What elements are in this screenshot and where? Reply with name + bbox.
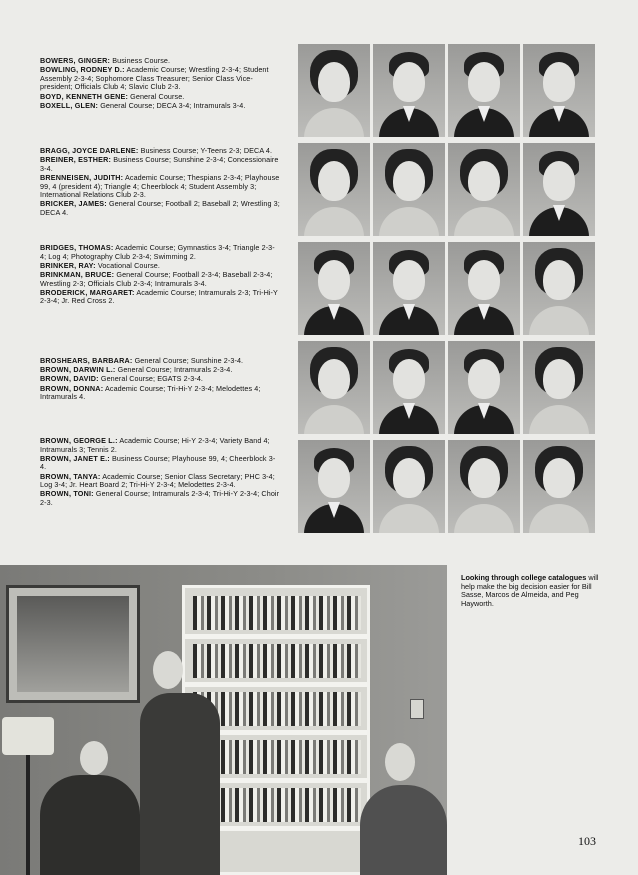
listing-entry: BRENNEISEN, JUDITH: Academic Course; Thespians 2-3-4; Playhouse 99, 4 (president 4); Triangle 4; Cheerblock 4; Student Assembly 3; International Relations Club 2-3. — [40, 172, 280, 200]
listing-entry: BOWERS, GINGER: Business Course. — [40, 56, 171, 65]
portrait-photo — [298, 242, 370, 335]
portrait-photo — [373, 143, 445, 236]
portrait-row — [298, 341, 595, 434]
portrait-photo — [448, 143, 520, 236]
page-number: 103 — [578, 834, 596, 848]
listing-entry: BROWN, GEORGE L.: Academic Course; Hi-Y 2-3-4; Variety Band 4; Intramurals 3; Tennis 2. — [40, 436, 270, 454]
listing-entry: BOYD, KENNETH GENE: General Course. — [40, 91, 185, 101]
portrait-photo — [373, 242, 445, 335]
portrait-photo — [523, 242, 595, 335]
portrait-photo — [298, 143, 370, 236]
portrait-photo — [298, 44, 370, 137]
lamp-shade — [2, 717, 54, 755]
listing-group-4 — [40, 357, 280, 402]
listing-group-2 — [40, 147, 280, 218]
wall-painting — [6, 585, 140, 703]
portrait-row — [298, 44, 595, 137]
portrait-photo — [298, 440, 370, 533]
portrait-photo — [448, 341, 520, 434]
listing-entry: BROWN, DONNA: Academic Course; Tri-Hi-Y 2-3-4; Melodettes 4; Intramurals 4. — [40, 383, 261, 402]
portrait-row — [298, 242, 595, 335]
listing-entry: BRODERICK, MARGARET: Academic Course; Intramurals 2-3; Tri-Hi-Y 2-3-4; Jr. Red Cross 2. — [40, 287, 278, 306]
listing-group-1 — [40, 57, 280, 111]
listing-group-5 — [40, 437, 280, 508]
listing-entry: BRINKMAN, BRUCE: General Course; Football 2-3-4; Baseball 2-3-4; Wrestling 2-3; Officials Club 2-3-4; Intramurals 3-4. — [40, 269, 273, 288]
listing-entry: BROWN, DARWIN L.: General Course; Intramurals 2-3-4. — [40, 365, 233, 375]
portrait-photo — [448, 242, 520, 335]
listing-entry: BRAGG, JOYCE DARLENE: Business Course; Y-Teens 2-3; DECA 4. — [40, 146, 273, 155]
portrait-photo — [523, 143, 595, 236]
portrait-photo — [448, 440, 520, 533]
portrait-row — [298, 440, 595, 533]
listing-entry: BROWN, TANYA: Academic Course; Senior Class Secretary; PHC 3-4; Log 3-4; Jr. Heart Board 2; Tri-Hi-Y 2-3-4; Melodettes 2-3-4. — [40, 471, 275, 490]
portrait-photo — [523, 341, 595, 434]
portrait-row — [298, 143, 595, 236]
seated-student — [40, 775, 140, 875]
portrait-photo — [373, 341, 445, 434]
listing-entry: BROWN, DAVID: General Course; EGATS 2-3-4. — [40, 374, 204, 384]
portrait-photo — [298, 341, 370, 434]
listing-entry: BRIDGES, THOMAS: Academic Course; Gymnastics 3-4; Triangle 2-3-4; Log 4; Photography Club 2-3-4; Swimming 2. — [40, 243, 275, 261]
listing-entry: BREINER, ESTHER: Business Course; Sunshine 2-3-4; Concessionaire 3-4. — [40, 155, 279, 173]
listing-entry: BROWN, JANET E.: Business Course; Playhouse 99, 4; Cheerblock 3-4. — [40, 453, 276, 472]
listing-entry: BRINKER, RAY: Vocational Course. — [40, 260, 160, 270]
portrait-photo — [523, 440, 595, 533]
standing-student — [140, 693, 220, 875]
candid-photo — [0, 565, 447, 875]
photo-caption: Looking through college catalogues will help make the big decision easier for Bill Sasse, Marcos de Almeida, and Peg Hayworth. — [461, 573, 599, 608]
listing-entry: BOXELL, GLEN: General Course; DECA 3-4; Intramurals 3-4. — [40, 100, 246, 110]
portrait-photo — [448, 44, 520, 137]
listing-entry: BROWN, TONI: General Course; Intramurals 2-3-4; Tri-Hi-Y 2-3-4; Choir 2-3. — [40, 489, 280, 507]
listing-entry: BOWLING, RODNEY D.: Academic Course; Wrestling 2-3-4; Student Assembly 2-3-4; Sophomore Class Treasurer; Senior Class Vice-president; Officials Club 4; Slavic Club 2-3. — [40, 65, 269, 92]
portrait-photo — [373, 44, 445, 137]
seated-girl — [360, 785, 447, 875]
portrait-photo — [373, 440, 445, 533]
light-switch — [410, 699, 424, 719]
portrait-photo — [523, 44, 595, 137]
listing-group-3 — [40, 244, 280, 307]
listing-entry: BRICKER, JAMES: General Course; Football 2; Baseball 2; Wrestling 3; DECA 4. — [40, 199, 280, 217]
listing-entry: BROSHEARS, BARBARA: General Course; Sunshine 2-3-4. — [40, 356, 244, 365]
